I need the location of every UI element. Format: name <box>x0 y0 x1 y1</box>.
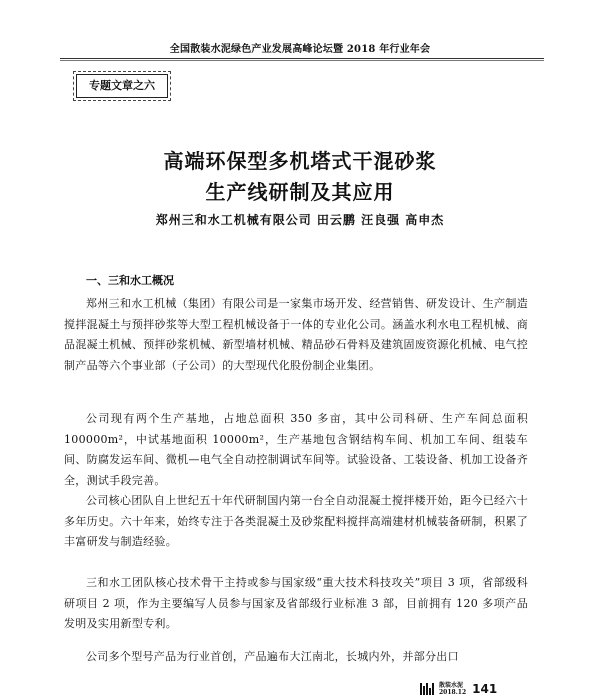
column-tag: 专题文章之六 <box>76 74 168 98</box>
article-authors: 郑州三和水工机械有限公司 田云鹏 汪良强 高申杰 <box>155 213 445 227</box>
paragraph-2 <box>64 409 528 491</box>
journal-issue: 2018.12 <box>439 689 467 696</box>
paragraph-text: 公司多个型号产品为行业首创，产品遍布大江南北，长城内外，并部分出口 <box>86 650 459 663</box>
paragraph-text: 公司核心团队自上世纪五十年代研制国内第一台全自动混凝土搅拌楼开始，距今已经六十多年历史。六十年来，始终专注于各类混凝土及砂浆配料搅拌高端建材机械装备研制，积累了丰富研发与制造经验。 <box>64 494 528 548</box>
footer-journal <box>439 682 466 696</box>
article-title-line1: 高端环保型多机塔式干混砂浆 <box>163 149 437 173</box>
paragraph-text: 公司现有两个生产基地，占地总面积 350 多亩，其中公司科研、生产车间总面积 100000m²，中试基地面积 10000m²，生产基地包含钢结构车间、机加工车间、组装车间、防腐发运车间、微机—电气全自动控制调试车间等。试验设备、工装设备、机加工设备齐全，测试手段完善。 <box>64 412 528 487</box>
paragraph-3 <box>64 491 528 553</box>
section-heading: 一、三和水工概况 <box>86 274 174 287</box>
running-header: 全国散装水泥绿色产业发展高峰论坛暨 2018 年行业年会 <box>169 44 431 55</box>
header-rule-secondary <box>60 60 544 61</box>
paragraph-5 <box>64 647 528 668</box>
journal-name: 散装水泥 <box>439 682 464 689</box>
article-title-line2: 生产线研制及其应用 <box>205 180 395 204</box>
paragraph-text: 郑州三和水工机械（集团）有限公司是一家集市场开发、经营销售、研发设计、生产制造搅拌混凝土与预拌砂浆等大型工程机械设备于一体的专业化公司。涵盖水利水电工程机械、商品混凝土机械、预拌砂浆机械、新型墙材机械、精品砂石骨料及建筑固废资源化机械、电气控制产品等六个事业部（子公司）的大型现代化股份制企业集团。 <box>64 297 528 372</box>
paragraph-1 <box>64 294 528 376</box>
page-footer <box>420 682 497 696</box>
page-number: 141 <box>472 682 498 696</box>
paragraph-text: 三和水工团队核心技术骨干主持或参与国家级“重大技术科技攻关”项目 3 项，省部级科研项目 2 项，作为主要编写人员参与国家及省部级行业标准 3 部，目前拥有 120 多项产品发明及实用新型专利。 <box>64 576 528 630</box>
header-rule <box>60 58 544 59</box>
paragraph-4 <box>64 573 528 635</box>
barcode-decoration <box>420 683 435 695</box>
